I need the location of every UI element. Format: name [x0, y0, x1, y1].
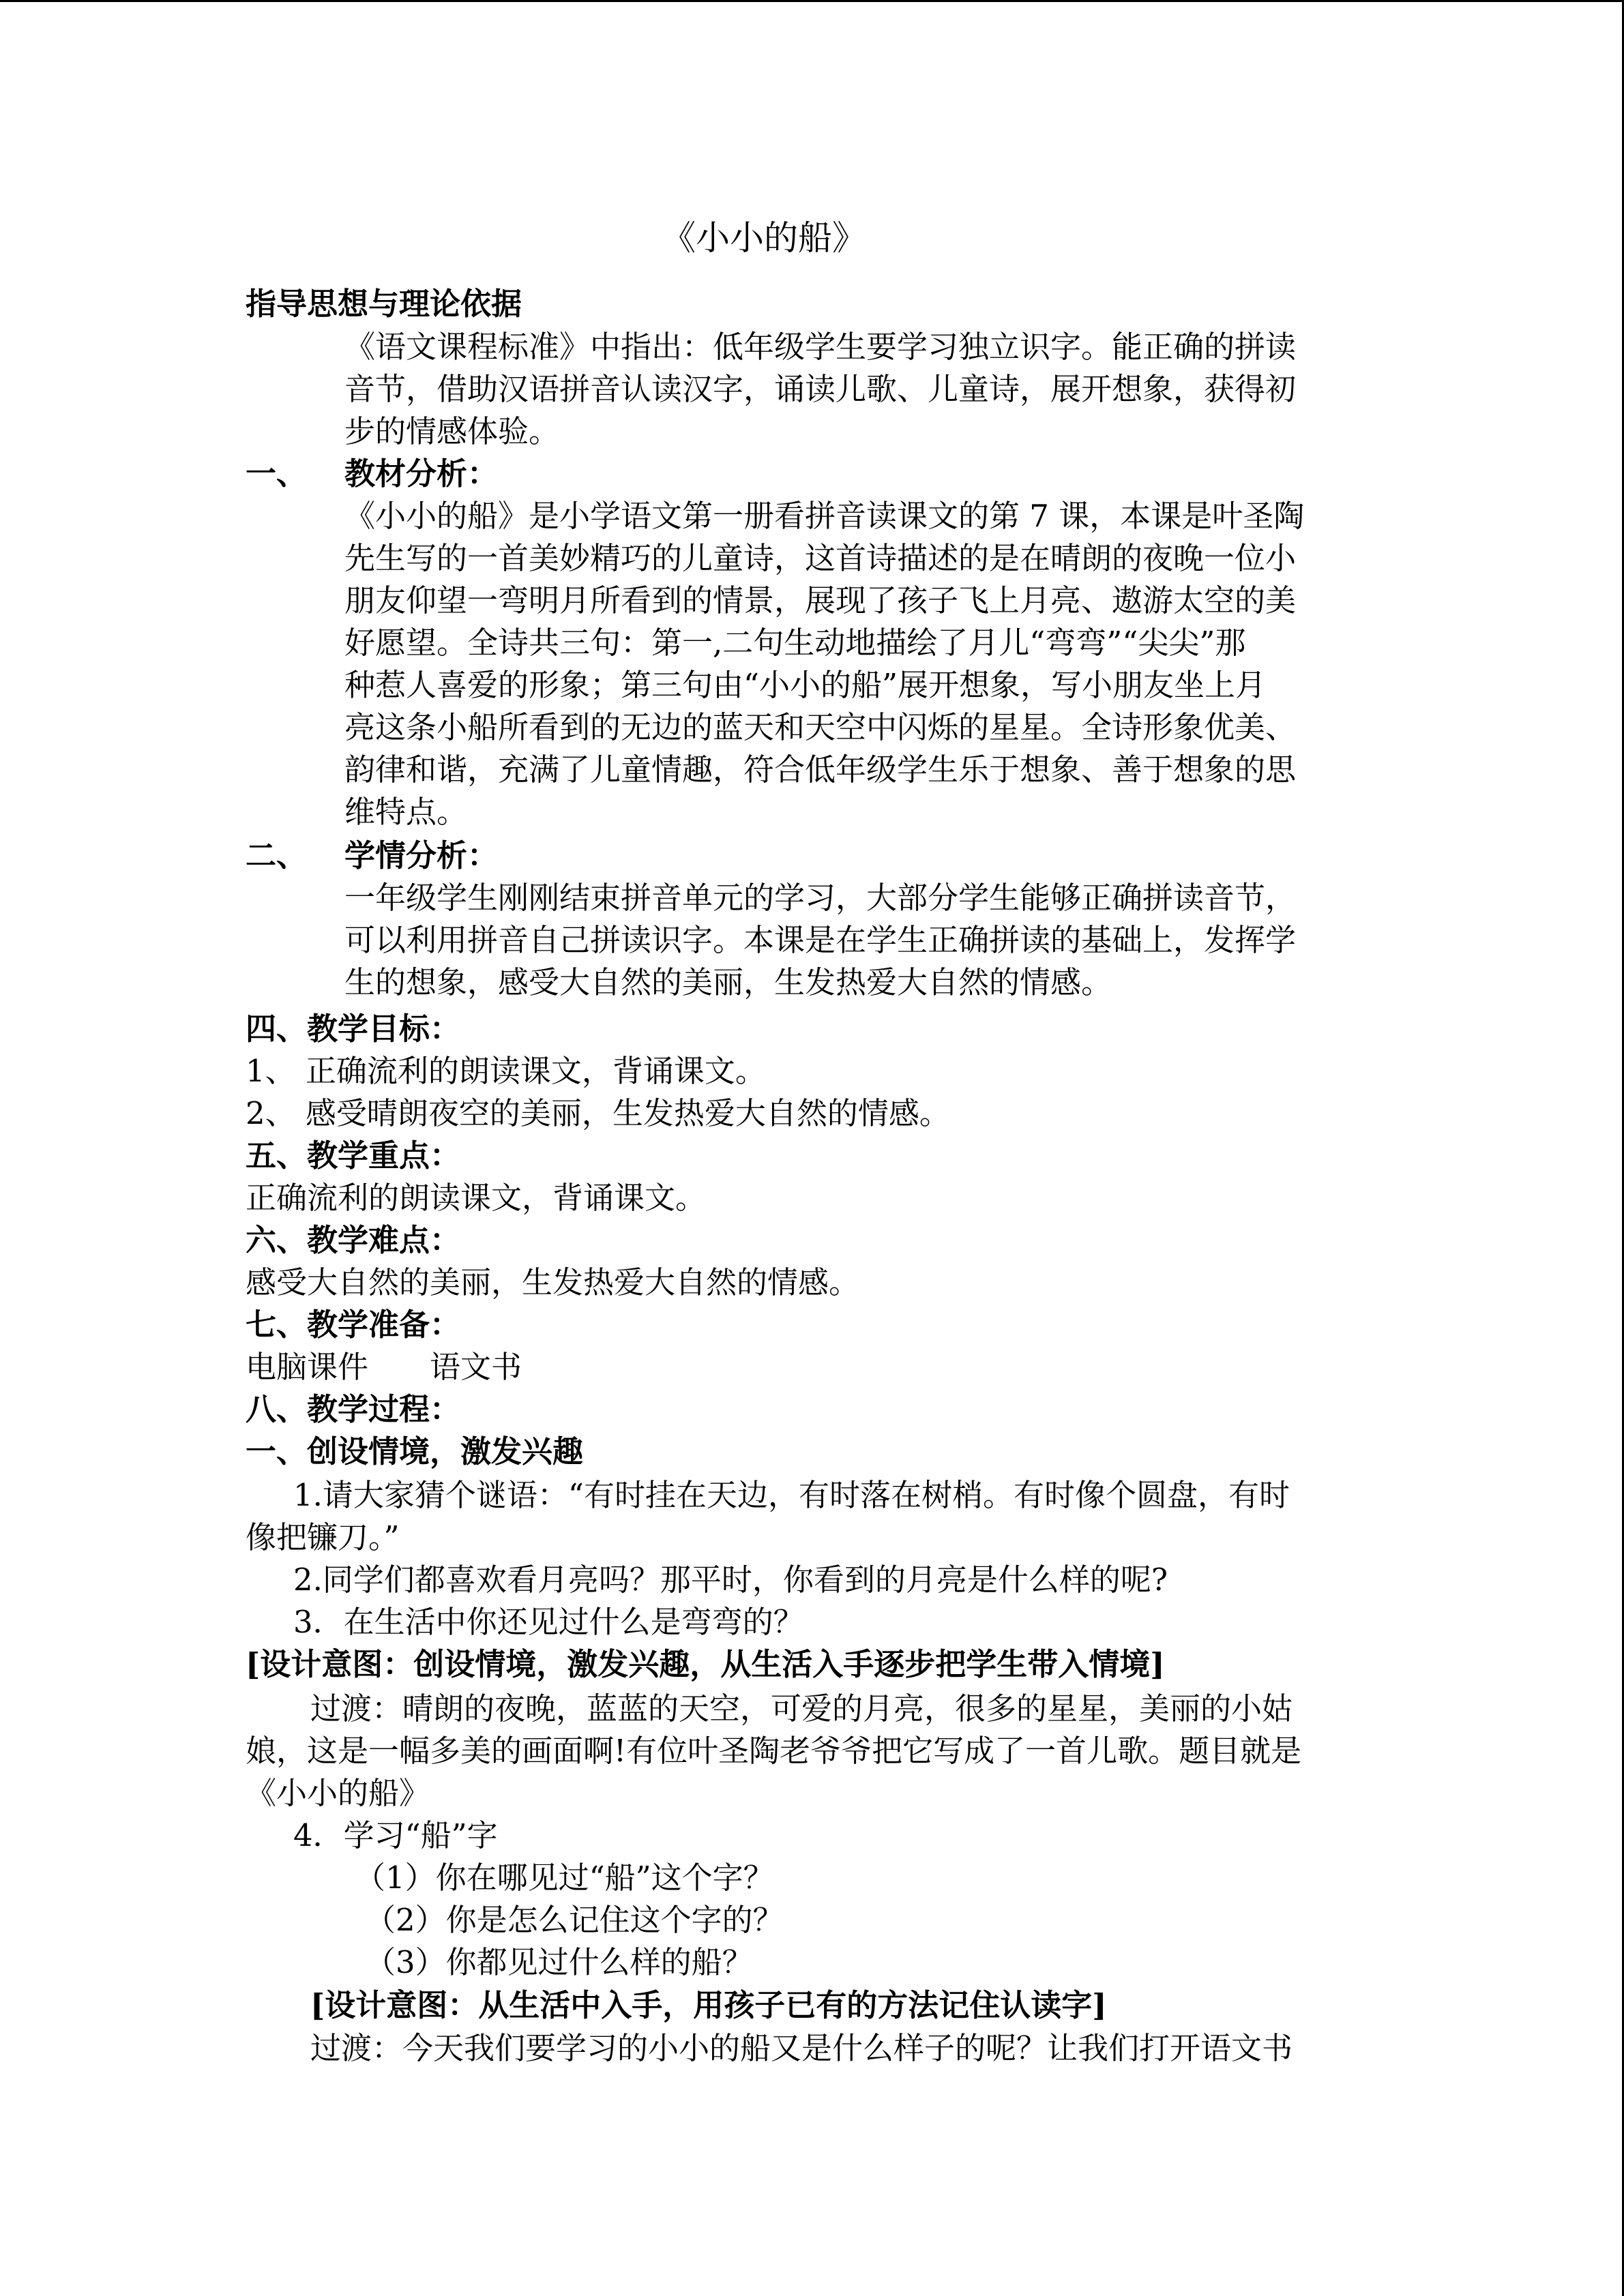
- document-title: 《小小的船》: [662, 218, 866, 258]
- section1-line: 《小小的船》是小学语文第一册看拼音读课文的第 7 课，本课是叶圣陶: [344, 498, 1305, 534]
- section1-line: 亮这条小船所看到的无边的蓝天和天空中闪烁的星星。全诗形象优美、: [344, 709, 1297, 745]
- section2-line: 一年级学生刚刚结束拼音单元的学习，大部分学生能够正确拼读音节，: [344, 880, 1297, 916]
- guiding-line: 音节，借助汉语拼音认读汉字，诵读儿歌、儿童诗，展开想象，获得初: [344, 371, 1297, 407]
- process-line: 3．在生活中你还见过什么是弯弯的？: [293, 1604, 804, 1640]
- process-line: 1.请大家猜个谜语：“有时挂在天边，有时落在树梢。有时像个圆盘，有时: [293, 1477, 1290, 1513]
- process-line: 像把镰刀。”: [246, 1519, 400, 1555]
- section6-heading: 六、教学难点：: [246, 1222, 461, 1258]
- process-line: （1）你在哪见过“船”这个字？: [355, 1860, 774, 1896]
- process-line: （2）你是怎么记住这个字的？: [365, 1902, 784, 1938]
- section1-line: 韵律和谐，充满了儿童情趣，符合低年级学生乐于想象、善于想象的思: [344, 751, 1297, 788]
- objective-item: 1、 正确流利的朗读课文，背诵课文。: [246, 1053, 766, 1089]
- section7-text: 电脑课件 语文书: [246, 1349, 522, 1385]
- design-intent-note: [设计意图：从生活中入手，用孩子已有的方法记住认读字]: [310, 1987, 1107, 2023]
- section2-line: 可以利用拼音自己拼读识字。本课是在学生正确拼读的基础上，发挥学: [344, 922, 1297, 958]
- section1-heading: 教材分析：: [344, 456, 499, 492]
- section2-line: 生的想象，感受大自然的美丽，生发热爱大自然的情感。: [344, 964, 1112, 1000]
- process-line: 过渡：晴朗的夜晚，蓝蓝的天空，可爱的月亮，很多的星星，美丽的小姑: [310, 1690, 1293, 1727]
- section5-text: 正确流利的朗读课文，背诵课文。: [246, 1180, 707, 1216]
- section1-line: 种惹人喜爱的形象；第三句由“小小的船”展开想象，写小朋友坐上月: [344, 667, 1267, 703]
- section7-heading: 七、教学准备：: [246, 1307, 461, 1343]
- section1-line: 维特点。: [344, 794, 468, 830]
- process-line: 《小小的船》: [246, 1775, 430, 1811]
- guiding-heading: 指导思想与理论依据: [246, 286, 522, 322]
- process-line: 2.同学们都喜欢看月亮吗？那平时，你看到的月亮是什么样的呢?: [293, 1562, 1168, 1598]
- section8-heading: 八、教学过程：: [246, 1391, 461, 1427]
- section2-heading: 学情分析：: [344, 837, 499, 874]
- guiding-line: 步的情感体验。: [344, 413, 560, 449]
- process-line: 4．学习“船”字: [293, 1817, 498, 1853]
- section1-line: 朋友仰望一弯明月所看到的情景，展现了孩子飞上月亮、遨游太空的美: [344, 582, 1297, 618]
- section5-heading: 五、教学重点：: [246, 1137, 461, 1174]
- objective-item: 2、 感受晴朗夜空的美丽，生发热爱大自然的情感。: [246, 1095, 950, 1131]
- section1-line: 先生写的一首美妙精巧的儿童诗，这首诗描述的是在晴朗的夜晚一位小: [344, 540, 1297, 576]
- design-intent-note: [设计意图：创设情境，激发兴趣，从生活入手逐步把学生带入情境]: [246, 1646, 1165, 1682]
- section4-heading: 四、教学目标：: [246, 1011, 461, 1047]
- process-line: 娘，这是一幅多美的画面啊!有位叶圣陶老爷爷把它写成了一首儿歌。题目就是: [246, 1733, 1302, 1769]
- section1-line: 好愿望。全诗共三句：第一,二句生动地描绘了月儿“弯弯”“尖尖”那: [344, 625, 1246, 661]
- process-line: （3）你都见过什么样的船？: [365, 1944, 753, 1980]
- process-line: 过渡：今天我们要学习的小小的船又是什么样子的呢？让我们打开语文书: [310, 2030, 1293, 2066]
- guiding-line: 《语文课程标准》中指出：低年级学生要学习独立识字。能正确的拼读: [344, 329, 1297, 365]
- step1-heading: 一、创设情境，激发兴趣: [246, 1433, 584, 1470]
- section2-number: 二、: [246, 837, 308, 874]
- section1-number: 一、: [246, 456, 308, 492]
- section6-text: 感受大自然的美丽，生发热爱大自然的情感。: [246, 1264, 860, 1300]
